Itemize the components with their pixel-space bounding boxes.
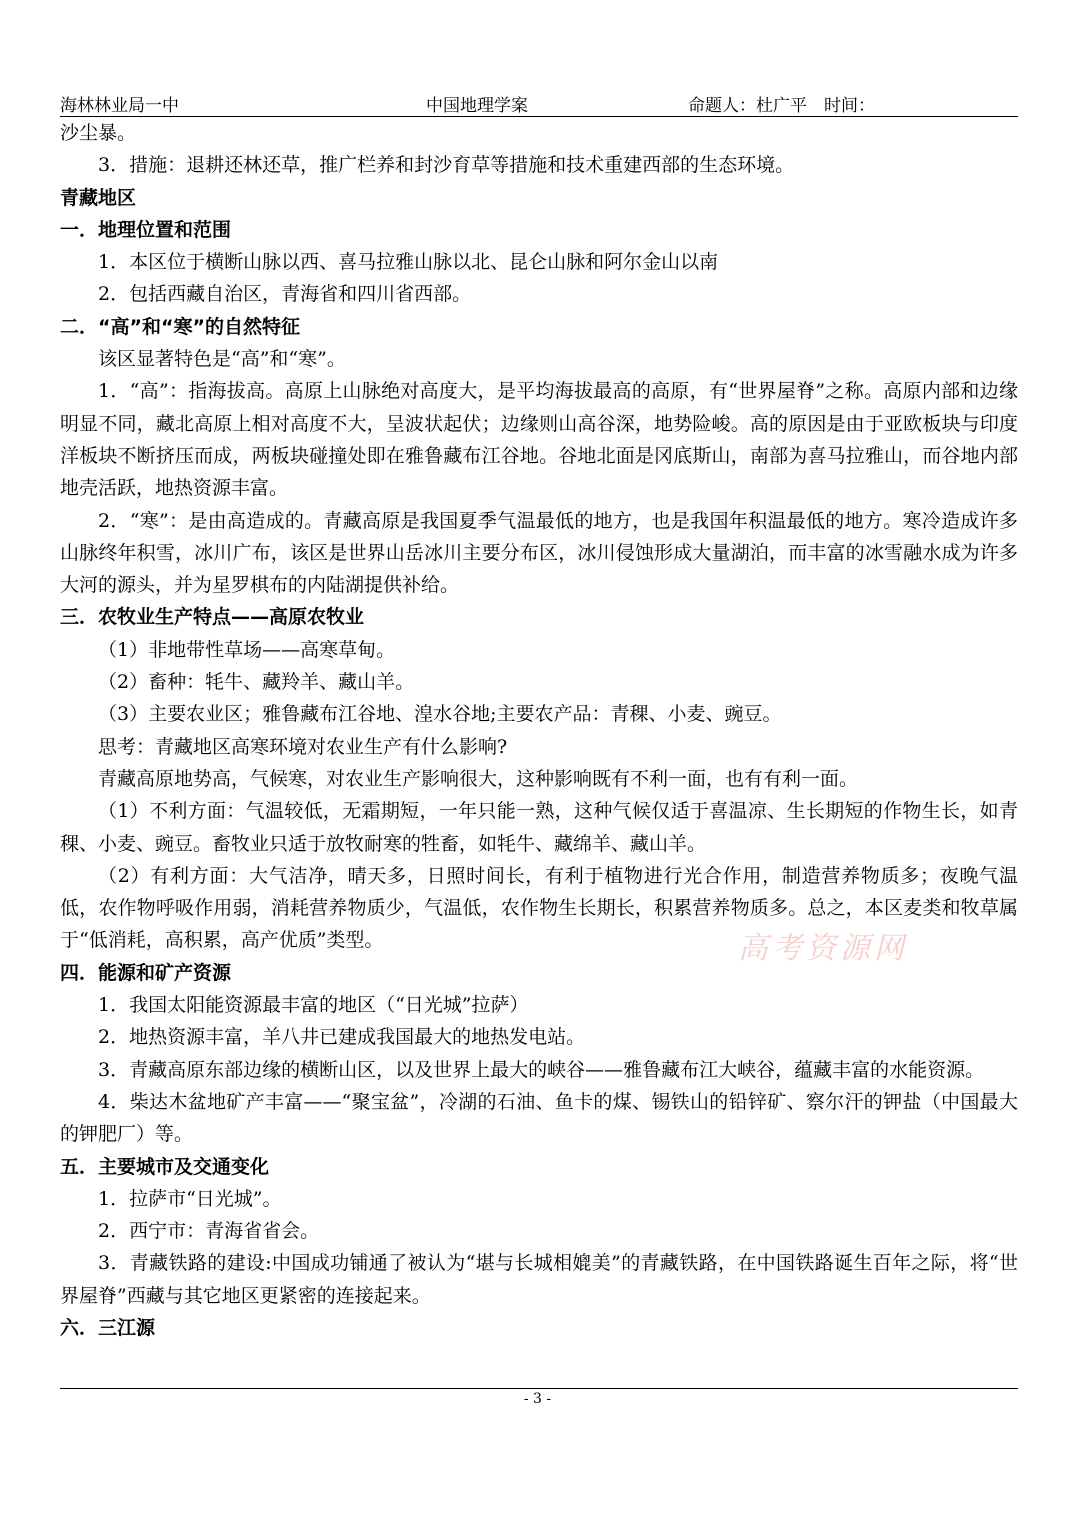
section-heading: 四．能源和矿产资源 [60, 961, 232, 984]
paragraph: 2．“寒”：是由高造成的。青藏高原是我国夏季气温最低的地方，也是我国年积温最低的地方。寒冷造成许多山脉终年积雪，冰川广布，该区是世界山岳冰川主要分布区，冰川侵蚀形成大量湖泊，而丰富的冰雪融水成为许多大河的源头，并为星罗棋布的内陆湖提供补给。 [60, 509, 1018, 597]
section-heading: 二．“高”和“寒”的自然特征 [60, 315, 300, 338]
paragraph: 3．青藏高原东部边缘的横断山区，以及世界上最大的峡谷——雅鲁藏布江大峡谷，蕴藏丰富的水能资源。 [98, 1058, 985, 1081]
paragraph: 2．西宁市：青海省省会。 [98, 1220, 320, 1243]
paragraph: （2）有利方面：大气洁净，晴天多，日照时间长，有利于植物进行光合作用，制造营养物质多；夜晚气温低，农作物呼吸作用弱，消耗营养物质少，气温低，农作物生长期长，积累营养物质多。总之，本区麦类和牧草属于“低消耗，高积累，高产优质”类型。 [60, 864, 1018, 952]
paragraph: 1．本区位于横断山脉以西、喜马拉雅山脉以北、昆仑山脉和阿尔金山以南 [98, 251, 719, 274]
page-header [60, 88, 1018, 117]
header-title: 中国地理学案 [426, 96, 528, 116]
document-body [60, 117, 1018, 1344]
paragraph: 1．我国太阳能资源最丰富的地区（“日光城”拉萨） [98, 994, 529, 1017]
paragraph: 思考：青藏地区高寒环境对农业生产有什么影响? [98, 735, 508, 758]
watermark: 高考资源网 [738, 931, 908, 966]
paragraph: 2．地热资源丰富，羊八井已建成我国最大的地热发电站。 [98, 1026, 586, 1049]
section-heading: 一．地理位置和范围 [60, 218, 232, 241]
section-heading: 五．主要城市及交通变化 [60, 1155, 270, 1178]
footer-rule [60, 1388, 1018, 1389]
paragraph: 沙尘暴。 [60, 122, 137, 144]
section-heading: 三．农牧业生产特点——高原农牧业 [60, 606, 365, 629]
header-author-time: 命题人：杜广平 时间： [688, 96, 875, 116]
section-heading: 青藏地区 [60, 186, 137, 209]
paragraph: （2）畜种：牦牛、藏羚羊、藏山羊。 [98, 671, 415, 694]
paragraph: （3）主要农业区；雅鲁藏布江谷地、湟水谷地;主要农产品：青稞、小麦、豌豆。 [98, 703, 782, 726]
paragraph: 4．柴达木盆地矿产丰富——“聚宝盆”，冷湖的石油、鱼卡的煤、锡铁山的铅锌矿、察尔汗的钾盐（中国最大的钾肥厂）等。 [60, 1090, 1018, 1146]
paragraph: 1．“高”：指海拔高。高原上山脉绝对高度大，是平均海拔最高的高原，有“世界屋脊”之称。高原内部和边缘明显不同，藏北高原上相对高度不大，呈波状起伏；边缘则山高谷深，地势险峻。高的原因是由于亚欧板块与印度洋板块不断挤压而成，两板块碰撞处即在雅鲁藏布江谷地。谷地北面是冈底斯山，南部为喜马拉雅山，而谷地内部地壳活跃，地热资源丰富。 [60, 380, 1018, 500]
header-school: 海林林业局一中 [60, 96, 179, 116]
paragraph: 该区显著特色是“高”和“寒”。 [98, 348, 346, 371]
page-number: - 3 - [523, 1391, 552, 1407]
paragraph: 青藏高原地势高，气候寒，对农业生产影响很大，这种影响既有不利一面，也有有利一面。 [98, 767, 859, 790]
paragraph: 3．措施：退耕还林还草，推广栏养和封沙育草等措施和技术重建西部的生态环境。 [98, 154, 795, 177]
section-heading: 六．三江源 [60, 1316, 156, 1339]
paragraph: （1）非地带性草场——高寒草甸。 [98, 638, 396, 661]
paragraph: 2．包括西藏自治区，青海省和四川省西部。 [98, 283, 472, 306]
paragraph: 3．青藏铁路的建设:中国成功铺通了被认为“堪与长城相媲美”的青藏铁路，在中国铁路诞生百年之际，将“世界屋脊”西藏与其它地区更紧密的连接起来。 [60, 1252, 1018, 1307]
paragraph: 1．拉萨市“日光城”。 [98, 1187, 282, 1210]
paragraph: （1）不利方面：气温较低，无霜期短，一年只能一熟，这种气候仅适于喜温凉、生长期短的作物生长，如青稞、小麦、豌豆。畜牧业只适于放牧耐寒的牲畜，如牦牛、藏绵羊、藏山羊。 [60, 800, 1018, 855]
